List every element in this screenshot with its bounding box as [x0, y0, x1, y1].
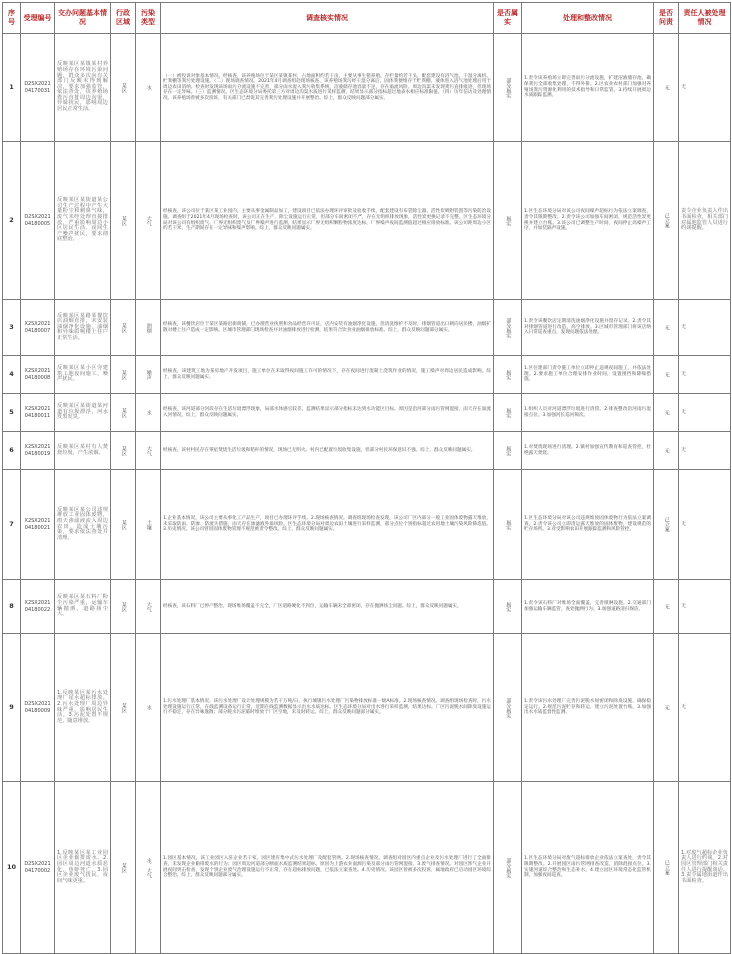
cell-code: X2SX202104180011 — [21, 394, 55, 432]
cell-seq: 6 — [3, 432, 21, 470]
header-handling: 处理和整改情况 — [522, 3, 654, 34]
cell-verified-container — [494, 432, 522, 470]
cell-verified: 属实 — [505, 445, 512, 456]
cell-code: X2SX202104180008 — [21, 356, 55, 394]
table-row — [3, 34, 731, 142]
cell-handling: 1.对焚烧现场进行清理。2.镇村加强宣传教育和巡查管控，杜绝露天焚烧。 — [522, 432, 654, 470]
cell-region-container — [111, 142, 136, 300]
cell-accountability: 无 — [663, 705, 670, 710]
cell-handling: 1.责令该石料厂对堆场全面覆盖，完善喷淋设施。2.交通部门加强运输车辆监管，查处抛洒行为。3.加强道路清扫保洁。 — [522, 580, 654, 634]
cell-accountability-container — [654, 300, 679, 356]
cell-region: 某区 — [120, 519, 127, 530]
cell-survey: 经核查，该村村民存在零星焚烧生活垃圾和秸秆的情况，现场已无明火。村内已配置垃圾收集设施，但部分村民环保意识不强。综上，群众反映问题属实。 — [161, 432, 494, 470]
cell-region-container — [111, 432, 136, 470]
cell-issue: 1.反映某区某工业园区企业偷排废水。2.园区周边河道水质恶化，鱼虾死亡。3.园区企业废气扰民，夜间气味更重。 — [55, 782, 111, 954]
cell-verified: 部分属实 — [505, 77, 512, 98]
cell-verified-container — [494, 470, 522, 580]
cell-pollution: 土壤 — [145, 519, 152, 530]
cell-pollution: 水 — [145, 705, 152, 710]
cell-verified: 属实 — [505, 369, 512, 380]
cell-accountability: 无 — [663, 372, 670, 377]
cell-issue: 反映某区某小区旁建筑工地夜间施工，噪声扰民。 — [55, 356, 111, 394]
cell-region: 某区 — [120, 369, 127, 380]
cell-survey: 经核查，该石料厂已停产整治，现场堆场覆盖不完全，厂区道路硬化不到位，运输车辆未全部密闭，存在抛洒扬尘问题。综上，群众反映问题属实。 — [161, 580, 494, 634]
cell-pollution: 水、大气 — [145, 857, 152, 878]
cell-seq: 4 — [3, 356, 21, 394]
cell-pollution-container — [136, 634, 161, 782]
cell-responsible: 1.对废气超标企业负责人进行约谈。2.对园区管理部门相关责任人进行提醒谈话。3.责令属地街道作出书面检查。 — [679, 782, 731, 954]
cell-code: D2SX202104180005 — [21, 142, 55, 300]
header-issue: 交办问题基本情况 — [55, 3, 111, 34]
cell-handling: 1.组织人员对河道漂浮垃圾进行清捞。2.排查整改沿河雨污混接点位。3.加强河长巡河频次。 — [522, 394, 654, 432]
cell-pollution: 大气 — [145, 601, 152, 612]
cell-accountability-container — [654, 142, 679, 300]
cell-pollution-container — [136, 782, 161, 954]
table-row — [3, 300, 731, 356]
cell-accountability-container — [654, 580, 679, 634]
cell-region-container — [111, 470, 136, 580]
cell-pollution: 水 — [145, 85, 152, 90]
cell-survey: 经核查，该建筑工地为某房地产开发项目，施工单位在未取得夜间施工许可的情况下，存在夜间进行混凝土浇筑作业的情况，施工噪声对周边居民造成影响。综上，群众反映问题属实。 — [161, 356, 494, 394]
cell-responsible: 无 — [679, 634, 731, 782]
cell-verified-container — [494, 356, 522, 394]
cell-region: 某区 — [120, 702, 127, 713]
cell-code: D2SX202104180009 — [21, 634, 55, 782]
cell-seq: 1 — [3, 34, 21, 142]
cell-pollution-container — [136, 580, 161, 634]
cell-survey: 经核查，该公司位于某区某工业园内，主要从事金属制品加工，建设项目已依法办理环评审批及验收手续，配套建设有布袋除尘器、活性炭吸附装置等污染防治设施。调查组于2021年4月现场检查时，该公司正在生产，除尘设施运行正常，但部分车间密闭不严，存在无组织排放现象，活性炭更换记录不完整。区生态环境分局对该公司有组织废气、厂界无组织废气及厂界噪声进行监测，结果显示厂界无组织颗粒物浓度达标，厂界噪声夜间监测值超过相应排放标准。该公司距周边小区约若干米，生产期间存在一定异味和噪声影响。综上，群众反映问题属实。 — [161, 142, 494, 300]
cell-pollution: 水 — [145, 410, 152, 415]
header-seq: 序号 — [3, 3, 21, 34]
cell-region-container — [111, 394, 136, 432]
cell-accountability-container — [654, 432, 679, 470]
report-page — [2, 2, 730, 898]
cell-responsible: 无 — [679, 432, 731, 470]
table-row — [3, 470, 731, 580]
cell-code: X2SX202104180019 — [21, 432, 55, 470]
cell-handling: 1.区生态环境分局对该公司违规堆放固体废物行为依法立案调查。2.责令该公司立即清运露天堆放的固体废物，建设规范的贮存场所。3.对受影响农田开展跟踪监测和风险管控。 — [522, 470, 654, 580]
cell-accountability-container — [654, 782, 679, 954]
cell-pollution: 大气 — [145, 445, 152, 456]
table-row — [3, 142, 731, 300]
cell-region-container — [111, 580, 136, 634]
cell-accountability: 已立案 — [663, 517, 670, 532]
cell-region: 某区 — [120, 601, 127, 612]
cell-pollution-container — [136, 432, 161, 470]
cell-region: 某区 — [120, 445, 127, 456]
table-row — [3, 782, 731, 954]
table-row — [3, 580, 731, 634]
cell-responsible: 无 — [679, 470, 731, 580]
header-pollution: 污染类型 — [136, 3, 161, 34]
cell-responsible: 责令企业负责人作出书面检查，相关部门对属地监管人员进行约谈提醒。 — [679, 142, 731, 300]
cell-accountability-container — [654, 394, 679, 432]
cell-survey: 1.企业基本情况。该公司主要从事化工产品生产，项目已办理环评手续。2.现场核查情况。调查组现场检查发现，该公司厂区内部分一般工业固体废物露天堆放，未采取防雨、防渗、防流失措施，雨天存在渗滤液外溢风险。区生态环境分局对周边农田土壤进行采样监测，部分点位个别指标超过农用地土壤污染风险筛选值。3.历史情况。该公司曾因固体废物管理不规范被责令整改。综上，群众反映问题属实。 — [161, 470, 494, 580]
cell-pollution-container — [136, 356, 161, 394]
cell-issue: 反映某区某街道某河道有垃圾漂浮，河水发黑发臭。 — [55, 394, 111, 432]
cell-accountability-container — [654, 356, 679, 394]
cell-handling: 1.区生态环境分局对该公司夜间噪声超标行为依法立案调查，责令其限期整改。2.责令该公司加强车间密闭，规范活性炭更换并建立台账。3.该公司已调整生产时间，夜间停止高噪声工序，并加装隔声设施。 — [522, 142, 654, 300]
cell-issue: 反映某区某镇某村养殖场存在环境污染问题，群众多次向有关部门反映未得到解决，要求加强监管，依法查处，该养殖场粪污直排周边沟渠，异味扰民，影响周边居民正常生活。 — [55, 34, 111, 142]
cell-region: 某区 — [120, 215, 127, 226]
cell-handling: 1.责令该污水处理厂完善污泥脱水间密闭和除臭设施，确保稳定运行。2.规范污泥贮存和转运，建立污泥处置台账。3.加强出水水质监督性监测。 — [522, 634, 654, 782]
cell-region-container — [111, 300, 136, 356]
cell-seq: 3 — [3, 300, 21, 356]
cell-region-container — [111, 634, 136, 782]
cell-pollution-container — [136, 34, 161, 142]
cell-code: X2SX202104180021 — [21, 470, 55, 580]
cell-verified: 属实 — [505, 601, 512, 612]
cell-code: X2SX202104180007 — [21, 300, 55, 356]
cell-issue: 反映某区某石料厂粉尘污染严重，运输车辆抛洒，道路扬尘大。 — [55, 580, 111, 634]
cell-seq: 2 — [3, 142, 21, 300]
cell-issue: 反映某区某村有人焚烧垃圾，产生浓烟。 — [55, 432, 111, 470]
cell-accountability-container — [654, 470, 679, 580]
complaint-table — [2, 2, 731, 954]
cell-code: D2SX202104170031 — [21, 34, 55, 142]
header-region: 行政区域 — [111, 3, 136, 34]
cell-region-container — [111, 782, 136, 954]
cell-verified: 属实 — [505, 519, 512, 530]
cell-pollution-container — [136, 470, 161, 580]
cell-handling: 1.责令该养殖场立即完善雨污分流设施，扩建沼液储存池，确保粪污全部收集处理，不得外排。2.区农业农村部门加强对养殖场粪污资源化利用的技术指导和日常监管。3.持续开展周边水质跟踪监测。 — [522, 34, 654, 142]
cell-verified-container — [494, 34, 522, 142]
cell-region: 某区 — [120, 862, 127, 873]
cell-verified-container — [494, 394, 522, 432]
cell-responsible: 无 — [679, 300, 731, 356]
header-code: 受理编号 — [21, 3, 55, 34]
cell-seq: 5 — [3, 394, 21, 432]
cell-handling: 1.区住建部门责令施工单位立即停止违规夜间施工，并依法处理。2.要求施工单位合理安排作业时间，设置围挡和降噪措施。 — [522, 356, 654, 394]
cell-accountability: 无 — [663, 448, 670, 453]
cell-region: 某区 — [120, 407, 127, 418]
cell-verified-container — [494, 782, 522, 954]
cell-survey: 1.园区基本情况。该工业园区入驻企业若干家，园区建有集中式污水处理厂及配套管网。2.现场核查情况。调查组对园区内重点企业及污水处理厂进行了全面排查，未发现企业偷排废水的行为；园区周边河道部分断面水质监测结果超标，原因为上游农业面源污染及部分雨污管网混接。3.废气排查情况。对园区涉气企业开展夜间突击检查，发现个别企业废气治理设施运行不正常，存在超标排放问题，已依法立案查处。4.历史情况。该园区曾被多次投诉，属地政府已启动园区环境综合整治。综上，群众反映问题部分属实。 — [161, 782, 494, 954]
cell-pollution: 大气 — [145, 215, 152, 226]
cell-verified: 属实 — [505, 407, 512, 418]
cell-verified-container — [494, 142, 522, 300]
cell-handling: 1.区生态环境分局对废气超标排放企业依法立案查处，责令其限期整改。2.开展园区雨污管网排查改造，消除混接点位。3.实施河道综合整治和生态补水。4.建立园区环境常态化监管机制，加强夜间巡查。 — [522, 782, 654, 954]
cell-verified: 部分属实 — [505, 317, 512, 338]
cell-pollution: 油烟 — [145, 322, 152, 333]
cell-pollution-container — [136, 394, 161, 432]
cell-seq: 9 — [3, 634, 21, 782]
cell-issue: 1.反映某区某污水处理厂尾水超标排放。2.污水处理厂周边异味严重，影响居民生活。3.污泥处置不规范，随意堆放。 — [55, 634, 111, 782]
header-survey: 调查核实情况 — [161, 3, 494, 34]
cell-verified: 部分属实 — [505, 697, 512, 718]
cell-verified-container — [494, 580, 522, 634]
header-row — [3, 3, 731, 34]
cell-verified-container — [494, 634, 522, 782]
cell-seq: 7 — [3, 470, 21, 580]
table-row — [3, 432, 731, 470]
cell-region-container — [111, 356, 136, 394]
cell-accountability-container — [654, 634, 679, 782]
cell-seq: 8 — [3, 580, 21, 634]
header-accountability: 是否问责 — [654, 3, 679, 34]
cell-accountability: 无 — [663, 325, 670, 330]
cell-accountability: 已立案 — [663, 213, 670, 228]
cell-verified: 属实 — [505, 215, 512, 226]
cell-accountability-container — [654, 34, 679, 142]
cell-pollution-container — [136, 142, 161, 300]
table-row — [3, 634, 731, 782]
cell-verified-container — [494, 300, 522, 356]
header-responsible: 责任人被处理情况 — [679, 3, 731, 34]
table-body — [3, 34, 731, 954]
cell-region: 某区 — [120, 82, 127, 93]
cell-accountability: 无 — [663, 85, 670, 90]
cell-issue: 反映某区某街道某公司生产过程中产生大量粉尘和刺鼻气味，废气未经处理直接排放，严重影响周边小区居民生活，夜间生产噪声扰民，要求彻底整治。 — [55, 142, 111, 300]
cell-responsible: 无 — [679, 580, 731, 634]
cell-seq: 10 — [3, 782, 21, 954]
table-row — [3, 356, 731, 394]
cell-responsible: 无 — [679, 356, 731, 394]
cell-code: D2SX202104170002 — [21, 782, 55, 954]
cell-issue: 反映某区某路某餐饮店油烟直排，未安装油烟净化设施，油烟和异味影响楼上住户正常生活。 — [55, 300, 111, 356]
cell-survey: 1.污水处理厂基本情况。该污水处理厂设计处理规模为若干万吨/日，执行城镇污水处理厂污染物排放标准一级A标准。2.现场核查情况。调查组现场检查时，污水处理设施运行正常，在线监测设备运行正常，近期在线监测数据显示出水水质达标。区生态环境分局对出水进行采样监测，结果达标。厂区污泥脱水间除臭设施运行不稳定，存在异味逸散；部分脱水污泥临时堆放于厂区空地，未及时转运。综上，群众反映问题部分属实。 — [161, 634, 494, 782]
cell-survey: 经核查，该河道部分河段存在生活垃圾漂浮现象，局部水体感官较差。监测结果显示部分指标未达到水功能区目标。原因是沿河部分雨污管网混接，雨天存在溢流入河情况。综上，群众反映问题属实。 — [161, 394, 494, 432]
cell-verified: 部分属实 — [505, 857, 512, 878]
cell-survey: 经核查，该餐饮店位于某区某路沿街商铺，已办理营业执照和食品经营许可证，店内安装有油烟净化设施，但清洗维护不及时，排烟管道出口朝向居民楼，油烟扩散对楼上住户造成一定影响。区城市管理部门现场检查并对油烟排放进行检测，结果符合饮食业油烟排放标准。综上，群众反映问题部分属实。 — [161, 300, 494, 356]
cell-survey: （一）被投诉对象基本情况。经核查，该养殖场位于某区某镇某村，占地面积约若干亩，主要从事生猪养殖，存栏量约若干头，配套建设有沼气池、干湿分离机、贮粪棚等粪污处理设施。（二）现场调查情况。2021年4月调查组赴现场核查，该养殖场粪污经干湿分离后，固体粪便堆存于贮粪棚，液体进入沼气池处理后用于周边农田消纳。检查时发现该场雨污分流设施不完善，部分雨水混入粪污收集系统，沼液储存池容量不足，存在溢流风险。周边沟渠未发现粪污直排痕迹，但现场存在一定异味。（三）监测情况。区生态环境分局委托第三方对周边沟渠水质进行采样监测，结果显示部分指标超过地表水相应标准限值。（四）历年信访及处理情况。该养殖场曾被多次投诉，有关部门已督促其完善粪污处理设施并开展整治。综上，群众反映问题部分属实。 — [161, 34, 494, 142]
cell-issue: 反映某区某公司违规堆放工业固体废物，雨天渗滤液流入周边农田，造成土壤污染，要求依法查处并清理。 — [55, 470, 111, 580]
cell-accountability: 已立案 — [663, 860, 670, 875]
cell-accountability: 无 — [663, 410, 670, 415]
header-verified: 是否属实 — [494, 3, 522, 34]
cell-region-container — [111, 34, 136, 142]
cell-responsible: 无 — [679, 394, 731, 432]
cell-responsible: 无 — [679, 34, 731, 142]
cell-pollution-container — [136, 300, 161, 356]
table-row — [3, 394, 731, 432]
cell-accountability: 无 — [663, 604, 670, 609]
cell-handling: 1.责令该餐饮店定期清洗油烟净化设施并留存记录。2.责令其对排烟管道进行改造，高空排放。3.区城市管理部门将该店纳入日常巡查重点，发现问题依法处理。 — [522, 300, 654, 356]
cell-code: X2SX202104180022 — [21, 580, 55, 634]
cell-region: 某区 — [120, 322, 127, 333]
cell-pollution: 噪声 — [145, 369, 152, 380]
